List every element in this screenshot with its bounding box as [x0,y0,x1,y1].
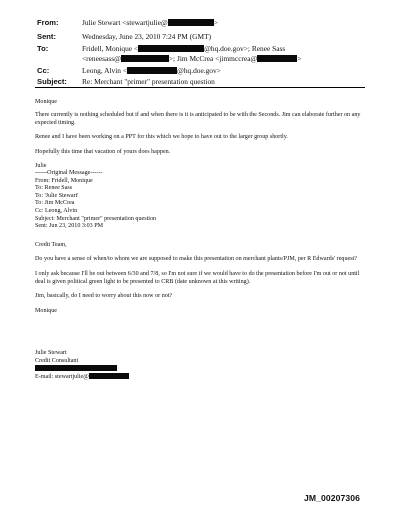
original-paragraph-2-line-1: I only ask because I'll be out between 6/30 and 7/8, so I'm not sure if we would have to do the presentation before I'm out or not until [35,271,360,277]
original-paragraph-1: Do you have a sense of when/to whom we are supposed to make this presentation on merchant plants/PJM, per R Edwards' request? [35,256,357,262]
bates-number: JM_00207306 [304,493,361,503]
signature-email-line [35,373,370,382]
reply-signature-name: Julie [35,163,47,169]
header-divider [35,87,365,88]
original-to-2: To: 'Julie Stewart' [35,192,79,199]
redaction-bar [257,55,297,62]
reply-greeting: Monique [35,99,58,105]
original-paragraph-2 [35,271,370,286]
sent-label: Sent: [37,32,56,41]
sent-value: Wednesday, June 23, 2010 7:24 PM (GMT) [82,32,212,41]
reply-paragraph-1-line-1: There currently is nothing scheduled but if and when there is it is anticipated to be with the Seconds. Jim can elaborate further on any [35,112,361,118]
to-label: To: [37,44,49,53]
redaction-bar [168,19,214,26]
reply-paragraph-1-line-2: expected timing. [35,119,76,126]
original-sent: Sent: Jun 23, 2010 3:03 PM [35,223,104,230]
signature-title: Credit Consultant [35,357,79,364]
cc-start: Leong, Alvin < [82,66,128,75]
original-from: From: Fridell, Monique [35,177,93,184]
original-paragraph-2-line-2: deal is given political green light to be presented to CRB (date unknown at this writing). [35,278,251,285]
reply-paragraph-1 [35,112,370,127]
original-cc: Cc: Leong, Alvin [35,207,78,214]
original-signoff: Monique [35,308,58,314]
from-tail: > [213,18,218,27]
to-line2-end: > [297,54,302,63]
original-to-1: To: Renee Sass [35,185,73,192]
original-to-3: To: Jim McCrea [35,200,75,207]
redaction-bar [89,373,129,379]
redaction-bar [121,55,169,62]
redaction-bar [138,45,204,52]
to-line1-end: @hq.doe.gov>; Renee Sass [204,44,286,53]
to-line2-middle: >; Jim McCrea <jimmccrea@ [168,54,258,63]
from-label: From: [37,18,59,27]
signature-redacted-line [35,365,370,373]
cc-label: Cc: [37,66,50,75]
signature-block [35,350,370,381]
to-line2-start: <reneesass@ [82,54,121,63]
signature-name: Julie Stewart [35,350,67,356]
redaction-bar [127,67,177,74]
signature-email-label: E-mail: stewartjulie@ [35,373,89,380]
subject-value: Re: Merchant "primer" presentation question [82,77,215,86]
original-greeting: Credit Team, [35,242,67,248]
reply-paragraph-3: Hopefully this time that vacation of yours does happen. [35,149,171,155]
reply-paragraph-2: Renee and I have been working on a PPT for this which we hope to have out to the larger group shortly. [35,134,288,140]
subject-label: Subject: [37,77,67,86]
original-message-divider: ------Original Message------ [35,170,103,176]
original-message-block [35,170,370,231]
redaction-bar [35,365,117,371]
to-line1-start: Fridell, Monique < [82,44,139,53]
from-value: Julie Stewart <stewartjulie@ [82,18,168,27]
cc-end: @hq.doe.gov> [177,66,221,75]
original-paragraph-3: Jim, basically, do I need to worry about this now or not? [35,293,173,299]
original-subject: Subject: Merchant "primer" presentation question [35,215,157,222]
